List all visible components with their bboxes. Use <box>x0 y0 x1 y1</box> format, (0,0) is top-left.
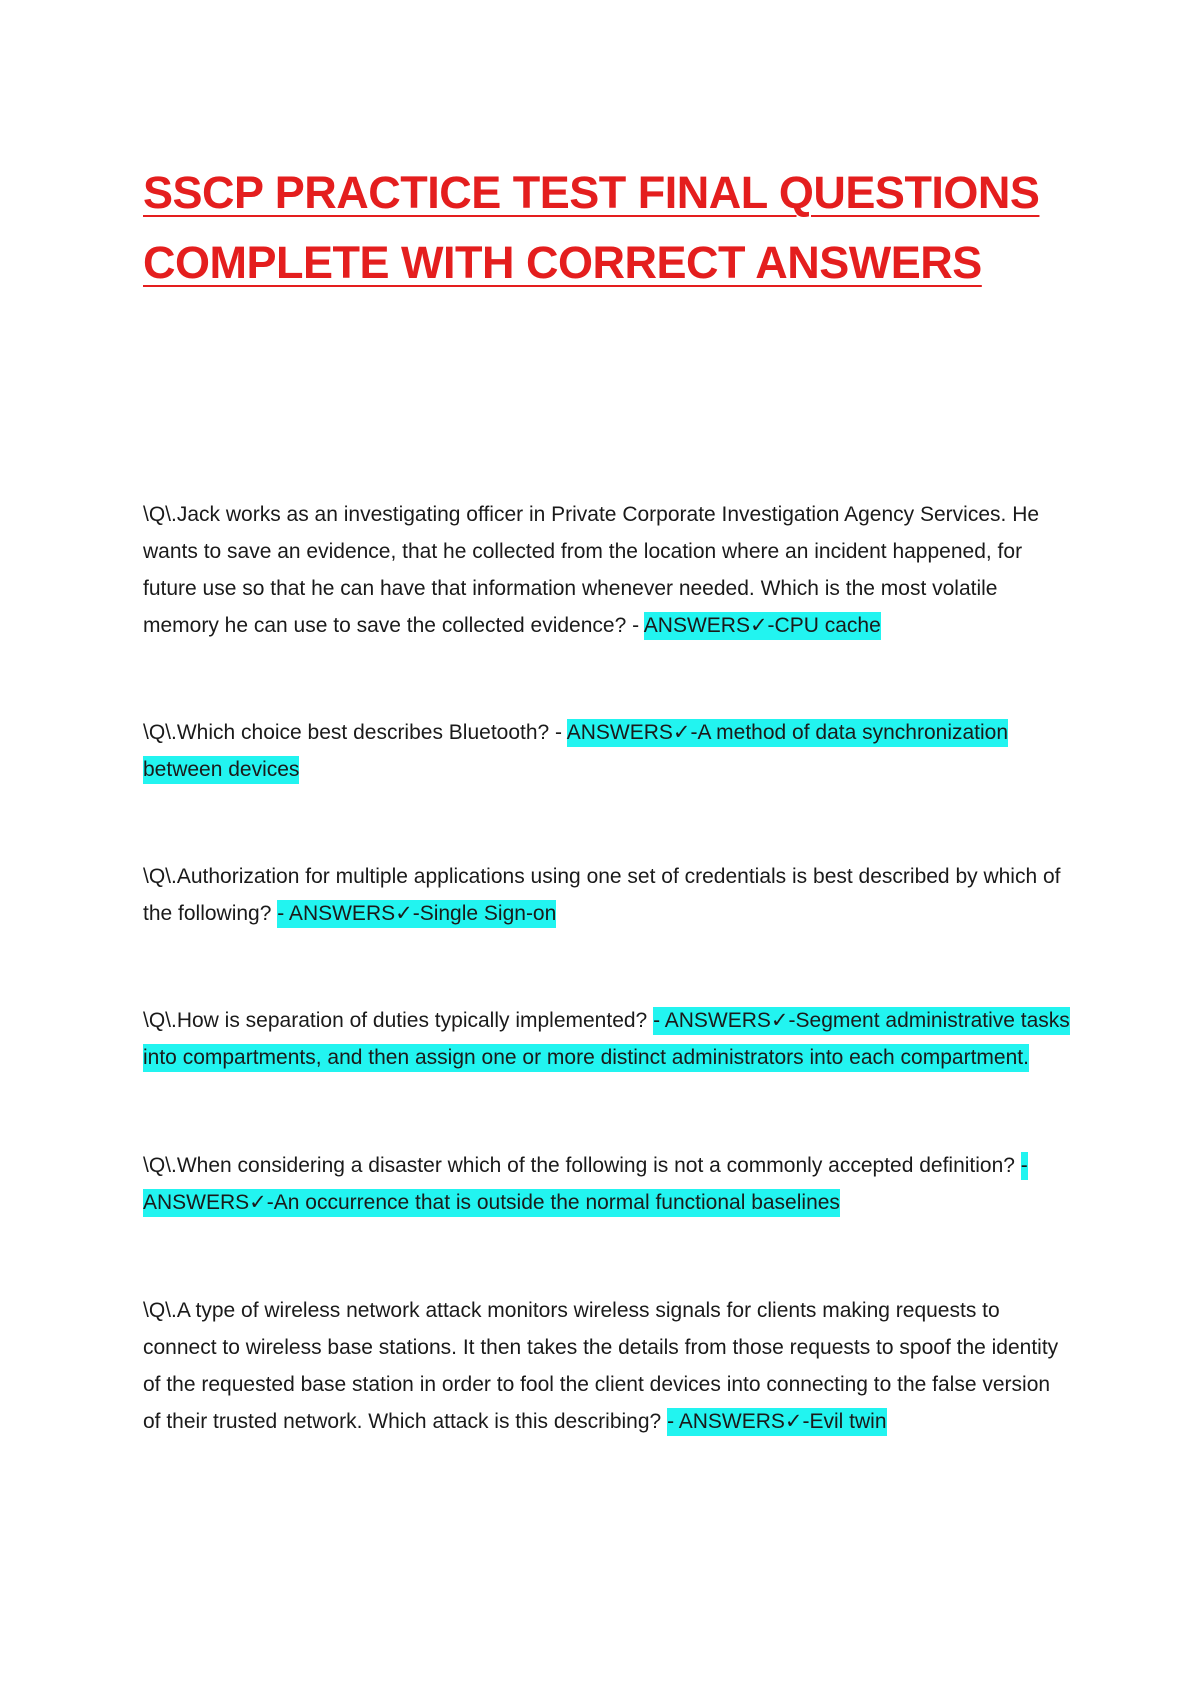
answer-highlight: ANSWERS✓-A method of data synchronization between devices <box>143 719 1008 784</box>
question-item-1 <box>143 496 1073 644</box>
question-text: \Q\.How is separation of duties typically implemented? <box>143 1009 654 1032</box>
question-text: \Q\.When considering a disaster which of the following is not a commonly accepted definition? <box>143 1154 1021 1177</box>
question-list <box>143 496 1073 1514</box>
question-item-6 <box>143 1292 1073 1440</box>
answer-highlight: - ANSWERS✓-Evil twin <box>667 1408 886 1436</box>
title-line-2: COMPLETE WITH CORRECT ANSWERS <box>143 237 982 288</box>
answer-highlight: ANSWERS✓-CPU cache <box>644 612 881 640</box>
question-text: \Q\.Authorization for multiple applications using one set of credentials is best described by which of the following? <box>143 865 1061 925</box>
answer-highlight: - ANSWERS✓-Single Sign-on <box>277 900 556 928</box>
document-title <box>143 158 1083 298</box>
question-item-3 <box>143 858 1073 932</box>
answer-highlight: - ANSWERS✓-An occurrence that is outside the normal functional baselines <box>143 1152 1028 1217</box>
question-item-2 <box>143 714 1073 788</box>
answer-highlight: - ANSWERS✓-Segment administrative tasks into compartments, and then assign one or more distinct administrators into each compartment. <box>143 1007 1070 1072</box>
question-item-5 <box>143 1147 1073 1221</box>
question-text: \Q\.Jack works as an investigating officer in Private Corporate Investigation Agency Services. He wants to save an evidence, that he collected from the location where an incident happened, for future use so that he can have that information whenever needed. Which is the most volatile memory he can use to save the collected evidence? - <box>143 503 1040 637</box>
question-text: \Q\.A type of wireless network attack monitors wireless signals for clients making requests to connect to wireless base stations. It then takes the details from those requests to spoof the identity of the requested base station in order to fool the client devices into connecting to the false version of their trusted network. Which attack is this describing? <box>143 1299 1059 1433</box>
question-item-4 <box>143 1002 1073 1076</box>
title-line-1: SSCP PRACTICE TEST FINAL QUESTIONS <box>143 167 1040 218</box>
question-text: \Q\.Which choice best describes Bluetooth? - <box>143 721 567 744</box>
